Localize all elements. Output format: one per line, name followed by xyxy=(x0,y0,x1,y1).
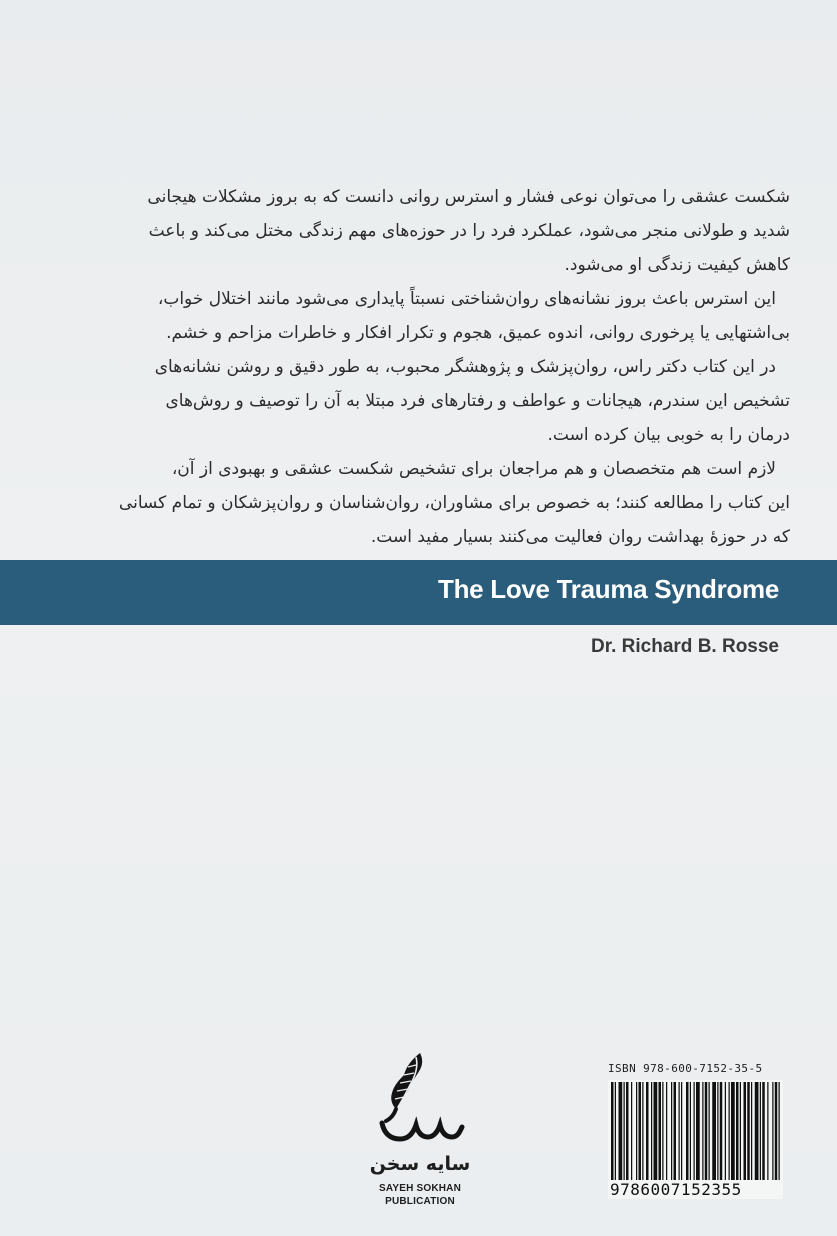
barcode-icon xyxy=(608,1080,783,1184)
barcode-bar xyxy=(772,1082,773,1182)
barcode-bar xyxy=(679,1082,680,1182)
barcode-bar xyxy=(639,1082,642,1182)
barcode-bar xyxy=(712,1082,716,1182)
barcode-bar xyxy=(654,1082,658,1182)
barcode-bar xyxy=(694,1082,695,1182)
blurb-line: درمان را به خوبی بیان کرده است. xyxy=(547,425,790,445)
barcode-bar xyxy=(686,1082,689,1182)
barcode-bar xyxy=(725,1082,726,1182)
blurb-line: این استرس باعث بروز نشانه‌های روان‌شناختی نسبتاً پایداری می‌شود مانند اختلال خواب، xyxy=(157,289,776,309)
barcode-bar xyxy=(775,1082,778,1182)
barcode-bar xyxy=(611,1082,614,1182)
barcode-digits: 9786007152355 xyxy=(608,1180,783,1199)
blurb-line: در این کتاب دکتر راس، روان‌پزشک و پژوهشگر محبوب، به طور دقیق و روشن نشانه‌های xyxy=(154,357,776,377)
barcode-bar xyxy=(740,1082,741,1182)
barcode-bar xyxy=(626,1082,629,1182)
quill-icon xyxy=(360,1045,480,1155)
barcode-bar xyxy=(751,1082,752,1182)
blurb-paragraph-1 xyxy=(140,180,790,282)
barcode-bar xyxy=(696,1082,700,1182)
barcode-bar xyxy=(690,1082,691,1182)
blurb-paragraph-2 xyxy=(140,282,790,350)
barcode-bar xyxy=(619,1082,623,1182)
barcode-bar xyxy=(736,1082,739,1182)
barcode-bar xyxy=(636,1082,637,1182)
title-band xyxy=(0,560,837,625)
barcode-bar xyxy=(755,1082,759,1182)
book-author: Dr. Richard B. Rosse xyxy=(591,636,779,657)
blurb-line: این کتاب را مطالعه کنند؛ به خصوص برای مشاوران، روان‌شناسان و روان‌پزشکان و تمام کسانی xyxy=(118,493,790,513)
barcode-bar xyxy=(702,1082,703,1182)
barcode-bar xyxy=(659,1082,662,1182)
barcode-bar xyxy=(642,1082,643,1182)
barcode-bar xyxy=(681,1082,682,1182)
isbn-barcode xyxy=(608,1062,783,1204)
barcode-bar xyxy=(662,1082,663,1182)
publisher-name-en-2: PUBLICATION xyxy=(385,1196,455,1207)
barcode-bar xyxy=(762,1082,765,1182)
barcode-bar xyxy=(717,1082,718,1182)
barcode-bar xyxy=(709,1082,710,1182)
barcode-bar xyxy=(779,1082,780,1182)
barcode-bar xyxy=(646,1082,649,1182)
barcode-bar xyxy=(767,1082,768,1182)
back-cover-blurb xyxy=(118,180,790,554)
barcode-bar xyxy=(729,1082,730,1182)
blurb-line: لازم است هم متخصصان و هم مراجعان برای تشخیص شکست عشقی و بهبودی از آن، xyxy=(171,459,776,479)
book-title: The Love Trauma Syndrome xyxy=(437,574,779,604)
barcode-bar xyxy=(631,1082,632,1182)
barcode-bar xyxy=(671,1082,672,1182)
barcode-bar xyxy=(744,1082,747,1182)
barcode-bar xyxy=(747,1082,750,1182)
blurb-line: شدید و طولانی منجر می‌شود، عملکرد فرد را در حوزه‌های مهم زندگی مختل می‌کند و باعث xyxy=(148,221,790,241)
blurb-paragraph-3 xyxy=(140,350,790,452)
barcode-bar xyxy=(720,1082,723,1182)
barcode-bar xyxy=(674,1082,677,1182)
barcode-bar xyxy=(760,1082,761,1182)
barcode-bar xyxy=(705,1082,708,1182)
barcode-bar xyxy=(615,1082,616,1182)
barcode-bar xyxy=(651,1082,652,1182)
blurb-line: کاهش کیفیت زندگی او می‌شود. xyxy=(564,255,790,275)
blurb-paragraph-4 xyxy=(118,452,790,554)
blurb-line: شکست عشقی را می‌توان نوعی فشار و استرس روانی دانست که به بروز مشکلات هیجانی xyxy=(147,187,790,207)
publisher-name-fa: سایه سخن xyxy=(369,1153,471,1175)
blurb-line: بی‌اشتهایی یا پرخوری روانی، اندوه عمیق، هجوم و تکرار افکار و خاطرات مزاحم و خشم. xyxy=(166,323,790,343)
blurb-line: که در حوزهٔ بهداشت روان فعالیت می‌کنند بسیار مفید است. xyxy=(370,527,790,547)
barcode-bar xyxy=(731,1082,735,1182)
barcode-bar xyxy=(624,1082,625,1182)
isbn-label: ISBN 978-600-7152-35-5 xyxy=(608,1062,763,1075)
publisher-logo xyxy=(360,1045,480,1215)
publisher-name-en-1: SAYEH SOKHAN xyxy=(378,1183,462,1194)
barcode-bar xyxy=(666,1082,667,1182)
blurb-line: تشخیص این سندرم، هیجانات و عواطف و رفتارهای فرد مبتلا به آن را توصیف و روش‌های xyxy=(165,391,790,411)
